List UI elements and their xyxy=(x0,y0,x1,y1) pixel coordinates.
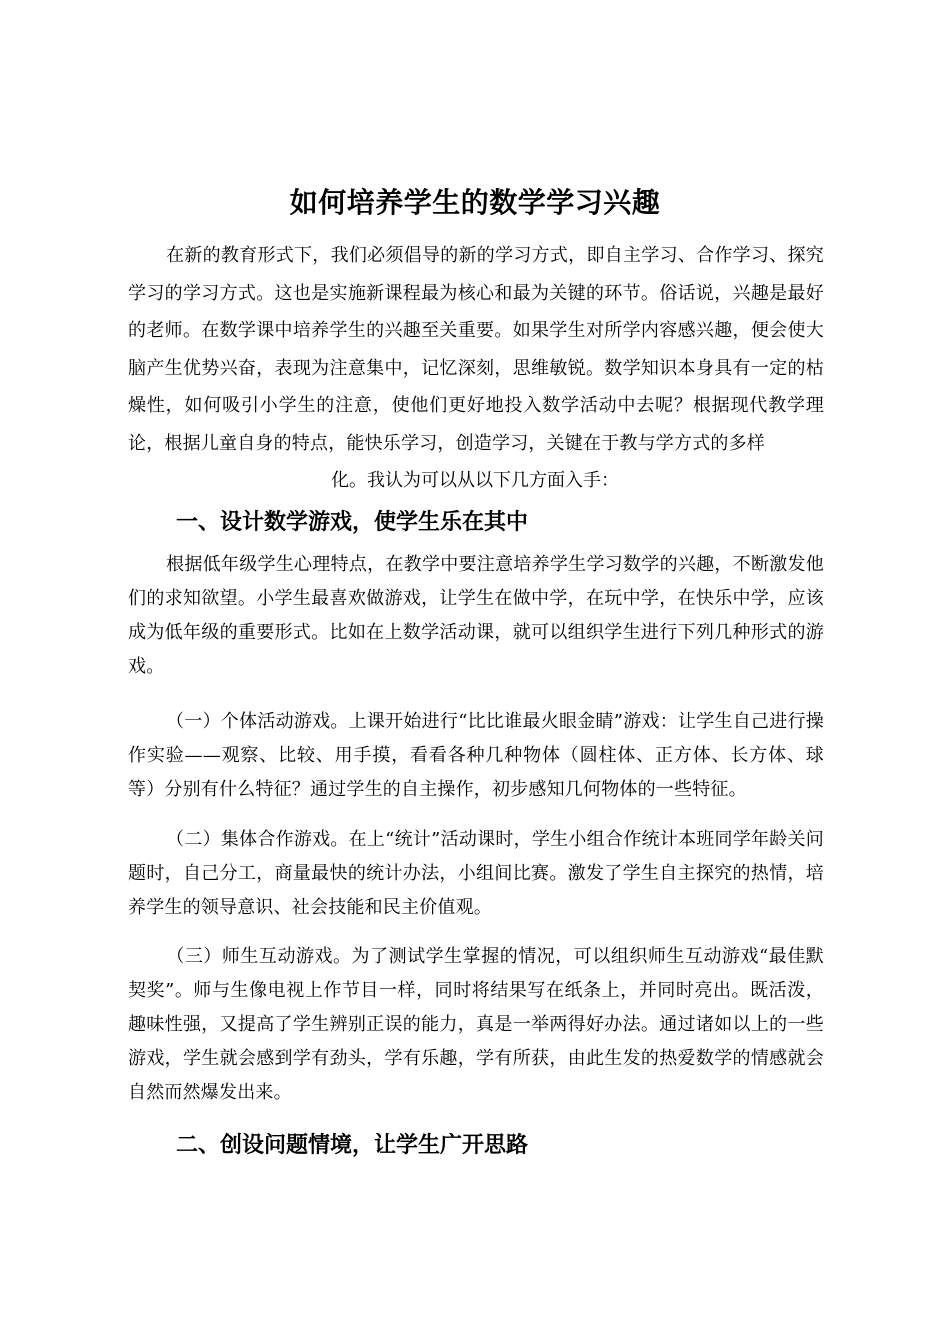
document-title: 如何培养学生的数学学习兴趣 xyxy=(289,186,661,219)
section-1-paragraph-4-text: （三）师生互动游戏。为了测试学生掌握的情况，可以组织师生互动游戏“最佳默契奖”。师与生像电视上作节目一样，同时将结果写在纸条上，并同时亮出。既活泼，趣味性强，又提高了学生辨别正误的能力，真是一举两得好办法。通过诸如以上的一些游戏，学生就会感到学有劲头，学有乐趣，学有所获，由此生发的热爱数学的情感就会自然而然爆发出来。 xyxy=(128,946,824,1103)
section-1-paragraph-1 xyxy=(128,548,824,684)
section-1-paragraph-2-text: （一）个体活动游戏。上课开始进行“比比谁最火眼金睛”游戏：让学生自己进行操作实验——观察、比较、用手摸，看看各种几种物体（圆柱体、正方体、长方体、球等）分别有什么特征？通过学生的自主操作，初步感知几何物体的一些特征。 xyxy=(128,711,824,800)
section-1-paragraph-1-text: 根据低年级学生心理特点，在教学中要注意培养学生学习数学的兴趣，不断激发他们的求知欲望。小学生最喜欢做游戏，让学生在做中学，在玩中学，在快乐中学，应该成为低年级的重要形式。比如在上数学活动课，就可以组织学生进行下列几种形式的游戏。 xyxy=(128,554,824,677)
section-1-paragraph-3 xyxy=(128,823,824,925)
section-2-heading: 二、创设问题情境，让学生广开思路 xyxy=(176,1133,529,1158)
intro-text: 在新的教育形式下，我们必须倡导的新的学习方式，即自主学习、合作学习、探究学习的学习方式。这也是实施新课程最为核心和最为关键的环节。俗话说，兴趣是最好的老师。在数学课中培养学生的兴趣至关重要。如果学生对所学内容感兴趣，便会使大脑产生优势兴奋，表现为注意集中，记忆深刻，思维敏锐。数学知识本身具有一定的枯燥性，如何吸引小学生的注意，使他们更好地投入数学活动中去呢？根据现代教学理论，根据儿童自身的特点，能快乐学习，创造学习，关键在于教与学方式的多样 xyxy=(128,245,824,454)
section-1-paragraph-4 xyxy=(128,940,824,1110)
intro-paragraph xyxy=(128,237,824,462)
section-1-paragraph-3-text: （二）集体合作游戏。在上“统计”活动课时，学生小组合作统计本班同学年龄关问题时，自己分工，商量最快的统计办法，小组间比赛。激发了学生自主探究的热情，培养学生的领导意识、社会技能和民主价值观。 xyxy=(128,829,824,918)
intro-paragraph-last-line: 化。我认为可以从以下几方面入手： xyxy=(331,470,619,491)
section-1-paragraph-2 xyxy=(128,705,824,807)
section-1-heading: 一、设计数学游戏，使学生乐在其中 xyxy=(176,510,529,535)
